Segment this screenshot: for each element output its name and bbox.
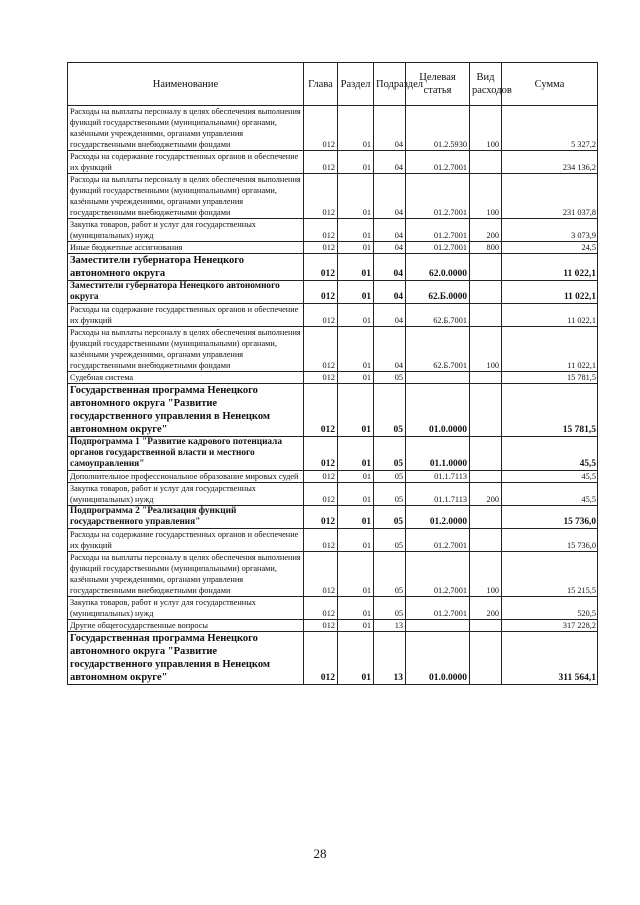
cell-summa: 45,5 <box>502 483 598 506</box>
cell-podrazdel: 13 <box>374 632 406 685</box>
table-row <box>68 384 598 437</box>
cell-podrazdel: 04 <box>374 174 406 219</box>
cell-summa: 15 781,5 <box>502 372 598 384</box>
cell-razdel: 01 <box>338 106 374 151</box>
cell-glava: 012 <box>304 506 338 529</box>
cell-razdel: 01 <box>338 304 374 327</box>
cell-razdel: 01 <box>338 242 374 254</box>
cell-vid <box>470 437 502 471</box>
cell-summa: 15 215,5 <box>502 552 598 597</box>
cell-podrazdel: 05 <box>374 471 406 483</box>
cell-podrazdel: 04 <box>374 242 406 254</box>
cell-podrazdel: 04 <box>374 254 406 281</box>
cell-razdel: 01 <box>338 483 374 506</box>
cell-podrazdel: 04 <box>374 219 406 242</box>
cell-name: Закупка товаров, работ и услуг для государственных (муниципальных) нужд <box>68 597 304 620</box>
cell-vid: 100 <box>470 552 502 597</box>
cell-tselevaya: 01.0.0000 <box>406 632 470 685</box>
cell-tselevaya <box>406 620 470 632</box>
cell-name: Заместители губернатора Ненецкого автономного округа <box>68 254 304 281</box>
cell-razdel: 01 <box>338 254 374 281</box>
cell-vid: 100 <box>470 174 502 219</box>
cell-glava: 012 <box>304 304 338 327</box>
cell-summa: 231 037,8 <box>502 174 598 219</box>
table-row <box>68 174 598 219</box>
cell-tselevaya: 01.2.7001 <box>406 597 470 620</box>
cell-glava: 012 <box>304 483 338 506</box>
cell-tselevaya: 01.2.7001 <box>406 242 470 254</box>
cell-summa: 520,5 <box>502 597 598 620</box>
cell-razdel: 01 <box>338 327 374 372</box>
cell-podrazdel: 05 <box>374 384 406 437</box>
cell-glava: 012 <box>304 529 338 552</box>
cell-name: Расходы на выплаты персоналу в целях обеспечения выполнения функций государственными (муниципальными) органами, казёнными учреждениями, органами управления государственными внебюджетными фондами <box>68 327 304 372</box>
cell-tselevaya: 01.0.0000 <box>406 384 470 437</box>
cell-vid <box>470 151 502 174</box>
cell-name: Закупка товаров, работ и услуг для государственных (муниципальных) нужд <box>68 483 304 506</box>
table-row <box>68 254 598 281</box>
cell-razdel: 01 <box>338 552 374 597</box>
table-row <box>68 151 598 174</box>
cell-name: Подпрограмма 2 "Реализация функций государственного управления" <box>68 506 304 529</box>
cell-summa: 11 022,1 <box>502 254 598 281</box>
cell-name: Иные бюджетные ассигнования <box>68 242 304 254</box>
cell-name: Расходы на выплаты персоналу в целях обеспечения выполнения функций государственными (муниципальными) органами, казёнными учреждениями, органами управления государственными внебюджетными фондами <box>68 174 304 219</box>
cell-podrazdel: 05 <box>374 506 406 529</box>
cell-glava: 012 <box>304 632 338 685</box>
cell-glava: 012 <box>304 281 338 304</box>
cell-tselevaya: 01.1.7113 <box>406 483 470 506</box>
cell-tselevaya: 01.2.7001 <box>406 219 470 242</box>
cell-vid <box>470 384 502 437</box>
cell-tselevaya: 01.2.7001 <box>406 552 470 597</box>
cell-razdel: 01 <box>338 174 374 219</box>
cell-vid <box>470 529 502 552</box>
table-row <box>68 529 598 552</box>
cell-tselevaya: 62.Б.7001 <box>406 304 470 327</box>
cell-summa: 5 327,2 <box>502 106 598 151</box>
cell-glava: 012 <box>304 106 338 151</box>
page-number: 28 <box>313 846 327 861</box>
table-row <box>68 106 598 151</box>
cell-tselevaya: 01.2.7001 <box>406 151 470 174</box>
cell-glava: 012 <box>304 597 338 620</box>
cell-podrazdel: 05 <box>374 597 406 620</box>
cell-name: Государственная программа Ненецкого автономного округа "Развитие государственного управления в Ненецком автономном округе" <box>68 632 304 685</box>
cell-razdel: 01 <box>338 151 374 174</box>
cell-summa: 15 736,0 <box>502 506 598 529</box>
cell-summa: 15 736,0 <box>502 529 598 552</box>
cell-name: Заместители губернатора Ненецкого автономного округа <box>68 281 304 304</box>
table-row <box>68 219 598 242</box>
cell-vid: 200 <box>470 597 502 620</box>
table-row <box>68 471 598 483</box>
cell-razdel: 01 <box>338 437 374 471</box>
cell-razdel: 01 <box>338 281 374 304</box>
table-row <box>68 506 598 529</box>
cell-name: Дополнительное профессиональное образование мировых судей <box>68 471 304 483</box>
cell-name: Государственная программа Ненецкого автономного округа "Развитие государственного управления в Ненецком автономном округе" <box>68 384 304 437</box>
table-row <box>68 372 598 384</box>
cell-tselevaya: 62.0.0000 <box>406 254 470 281</box>
cell-tselevaya: 62.Б.7001 <box>406 327 470 372</box>
cell-razdel: 01 <box>338 506 374 529</box>
cell-podrazdel: 05 <box>374 483 406 506</box>
cell-glava: 012 <box>304 437 338 471</box>
cell-name: Подпрограмма 1 "Развитие кадрового потенциала органов государственной власти и местного самоуправления" <box>68 437 304 471</box>
cell-glava: 012 <box>304 327 338 372</box>
cell-tselevaya: 01.2.0000 <box>406 506 470 529</box>
cell-vid <box>470 506 502 529</box>
cell-podrazdel: 05 <box>374 529 406 552</box>
col-header-name: Наименование <box>68 63 304 106</box>
cell-glava: 012 <box>304 174 338 219</box>
cell-vid <box>470 372 502 384</box>
cell-summa: 317 228,2 <box>502 620 598 632</box>
cell-razdel: 01 <box>338 620 374 632</box>
cell-razdel: 01 <box>338 219 374 242</box>
cell-name: Другие общегосударственные вопросы <box>68 620 304 632</box>
cell-tselevaya <box>406 372 470 384</box>
cell-vid: 200 <box>470 219 502 242</box>
cell-podrazdel: 04 <box>374 106 406 151</box>
col-header-razdel: Раздел <box>338 63 374 106</box>
cell-podrazdel: 05 <box>374 437 406 471</box>
cell-glava: 012 <box>304 384 338 437</box>
cell-vid: 200 <box>470 483 502 506</box>
col-header-podrazdel: Подраздел <box>374 63 406 106</box>
cell-tselevaya: 01.2.5930 <box>406 106 470 151</box>
cell-tselevaya: 01.2.7001 <box>406 174 470 219</box>
cell-razdel: 01 <box>338 529 374 552</box>
header-row <box>68 63 598 106</box>
cell-glava: 012 <box>304 471 338 483</box>
cell-name: Расходы на содержание государственных органов и обеспечение их функций <box>68 151 304 174</box>
cell-name: Расходы на содержание государственных органов и обеспечение их функций <box>68 529 304 552</box>
cell-podrazdel: 05 <box>374 552 406 597</box>
cell-tselevaya: 01.2.7001 <box>406 529 470 552</box>
cell-summa: 234 136,2 <box>502 151 598 174</box>
cell-tselevaya: 62.Б.0000 <box>406 281 470 304</box>
cell-summa: 11 022,1 <box>502 281 598 304</box>
cell-glava: 012 <box>304 620 338 632</box>
budget-table <box>67 62 598 685</box>
cell-razdel: 01 <box>338 384 374 437</box>
cell-razdel: 01 <box>338 372 374 384</box>
cell-podrazdel: 05 <box>374 372 406 384</box>
col-header-glava: Глава <box>304 63 338 106</box>
cell-vid <box>470 281 502 304</box>
cell-name: Расходы на содержание государственных органов и обеспечение их функций <box>68 304 304 327</box>
cell-podrazdel: 04 <box>374 327 406 372</box>
cell-razdel: 01 <box>338 471 374 483</box>
table-row <box>68 437 598 471</box>
cell-tselevaya: 01.1.7113 <box>406 471 470 483</box>
table-row <box>68 597 598 620</box>
table-body <box>68 106 598 685</box>
cell-glava: 012 <box>304 552 338 597</box>
table-row <box>68 632 598 685</box>
cell-vid <box>470 620 502 632</box>
cell-glava: 012 <box>304 242 338 254</box>
col-header-summa: Сумма <box>502 63 598 106</box>
table-row <box>68 281 598 304</box>
col-header-tselevaya: Целевая статья <box>406 63 470 106</box>
cell-vid <box>470 304 502 327</box>
cell-podrazdel: 13 <box>374 620 406 632</box>
cell-summa: 11 022,1 <box>502 304 598 327</box>
cell-summa: 3 073,9 <box>502 219 598 242</box>
cell-tselevaya: 01.1.0000 <box>406 437 470 471</box>
cell-vid <box>470 471 502 483</box>
cell-summa: 24,5 <box>502 242 598 254</box>
table-row <box>68 620 598 632</box>
cell-glava: 012 <box>304 151 338 174</box>
cell-podrazdel: 04 <box>374 281 406 304</box>
cell-podrazdel: 04 <box>374 304 406 327</box>
cell-glava: 012 <box>304 219 338 242</box>
table-row <box>68 304 598 327</box>
cell-name: Закупка товаров, работ и услуг для государственных (муниципальных) нужд <box>68 219 304 242</box>
cell-summa: 311 564,1 <box>502 632 598 685</box>
cell-summa: 11 022,1 <box>502 327 598 372</box>
cell-vid: 800 <box>470 242 502 254</box>
cell-vid: 100 <box>470 106 502 151</box>
col-header-vid: Вид расходов <box>470 63 502 106</box>
cell-name: Расходы на выплаты персоналу в целях обеспечения выполнения функций государственными (муниципальными) органами, казёнными учреждениями, органами управления государственными внебюджетными фондами <box>68 552 304 597</box>
cell-name: Судебная система <box>68 372 304 384</box>
table-row <box>68 327 598 372</box>
cell-summa: 45,5 <box>502 471 598 483</box>
table-row <box>68 242 598 254</box>
cell-vid: 100 <box>470 327 502 372</box>
cell-podrazdel: 04 <box>374 151 406 174</box>
cell-razdel: 01 <box>338 597 374 620</box>
table-row <box>68 552 598 597</box>
cell-name: Расходы на выплаты персоналу в целях обеспечения выполнения функций государственными (муниципальными) органами, казёнными учреждениями, органами управления государственными внебюджетными фондами <box>68 106 304 151</box>
cell-summa: 45,5 <box>502 437 598 471</box>
cell-vid <box>470 632 502 685</box>
cell-summa: 15 781,5 <box>502 384 598 437</box>
cell-vid <box>470 254 502 281</box>
table-row <box>68 483 598 506</box>
cell-glava: 012 <box>304 254 338 281</box>
cell-glava: 012 <box>304 372 338 384</box>
cell-razdel: 01 <box>338 632 374 685</box>
